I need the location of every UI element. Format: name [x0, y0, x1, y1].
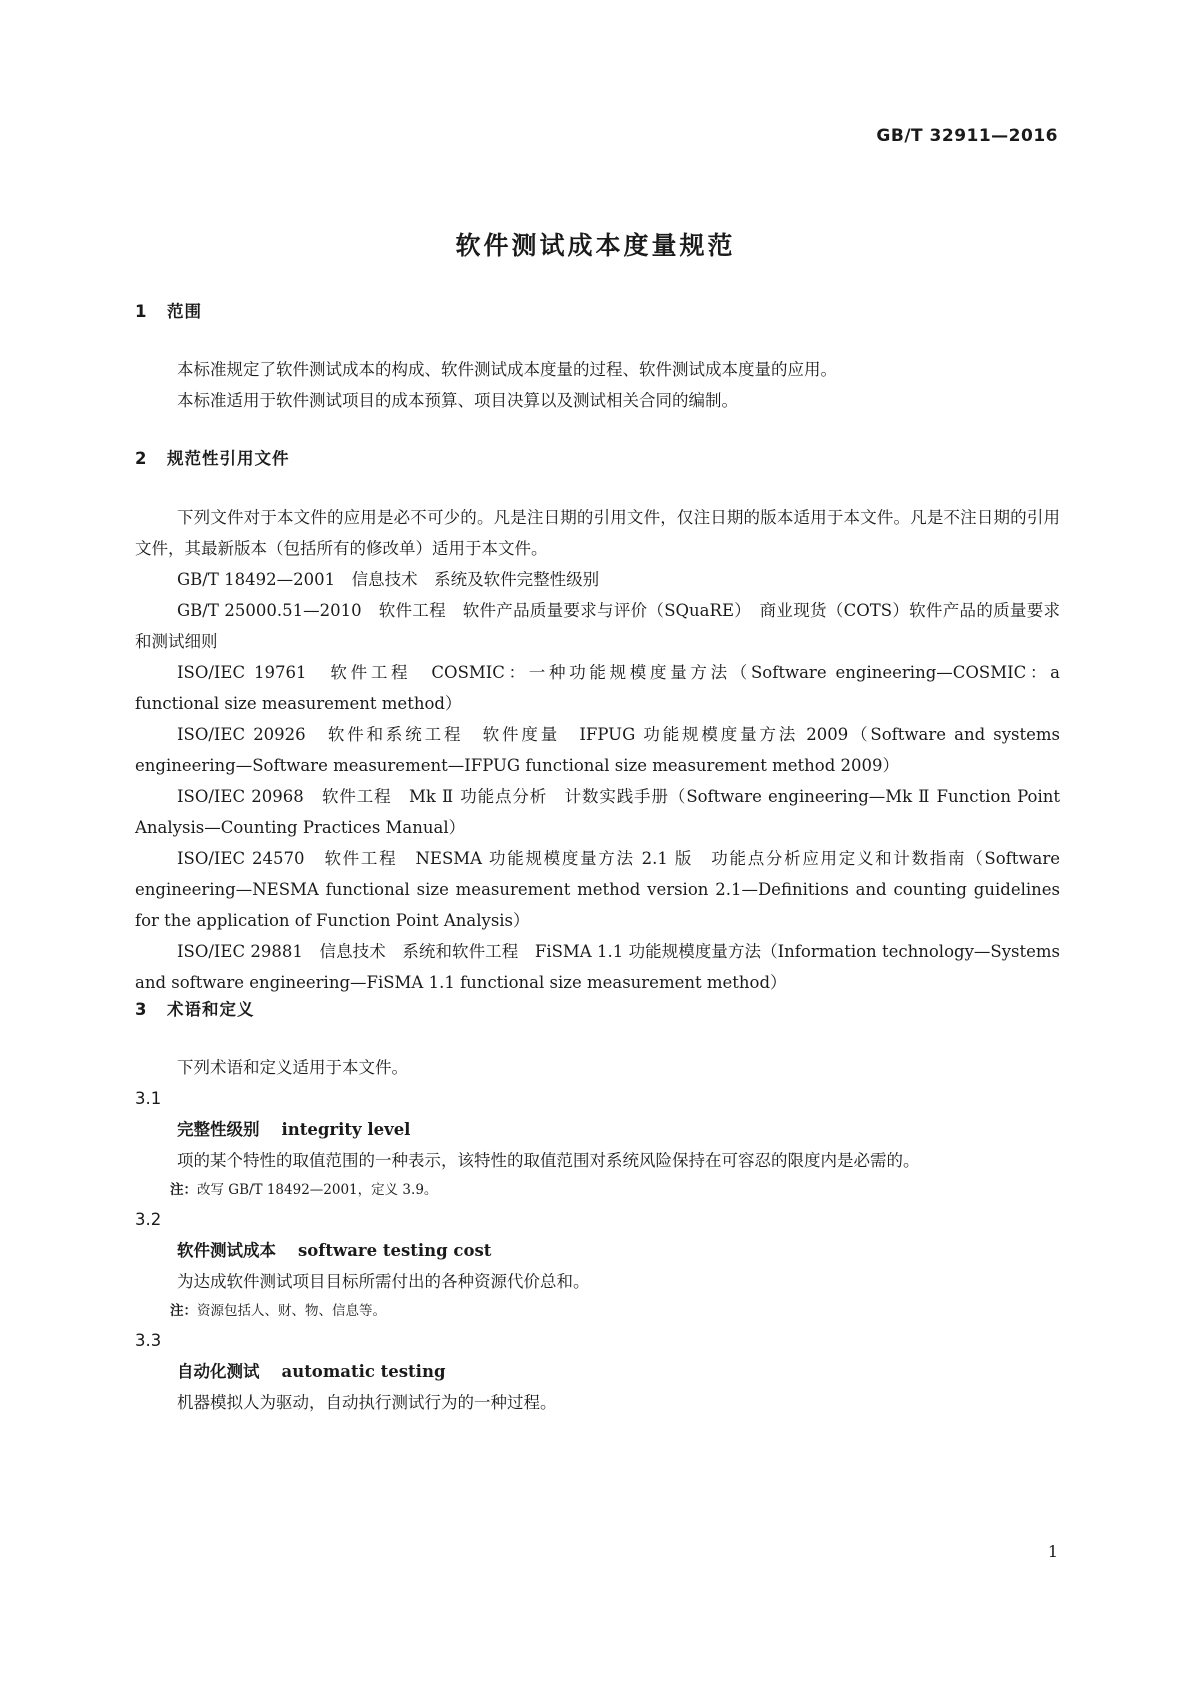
term-name: [135, 1235, 1060, 1266]
section-title: 规范性引用文件: [167, 449, 290, 468]
term-number: 3.2: [135, 1210, 162, 1229]
term-en: software testing cost: [298, 1241, 492, 1260]
reference-item: ISO/IEC 19761 软件工程 COSMIC：一种功能规模度量方法（Software engineering—COSMIC：a functional size measurement method）: [135, 663, 1060, 713]
terms-body: [135, 1052, 1060, 1418]
section-normative-references: [135, 443, 1060, 474]
section-heading: [135, 443, 1060, 474]
section-number: 1: [135, 302, 148, 321]
reference-item: GB/T 25000.51—2010 软件工程 软件产品质量要求与评价（SQuaRE） 商业现货（COTS）软件产品的质量要求和测试细则: [135, 601, 1060, 651]
paragraph: 本标准规定了软件测试成本的构成、软件测试成本度量的过程、软件测试成本度量的应用。: [177, 360, 837, 379]
references-body: [135, 502, 1060, 998]
section-heading: [135, 296, 1060, 327]
reference-item: ISO/IEC 20926 软件和系统工程 软件度量 IFPUG 功能规模度量方法 2009（Software and systems engineering—Software measurement—IFPUG functional size measurement method 2009）: [135, 725, 1060, 775]
term-note: [135, 1176, 1060, 1204]
term-zh: 软件测试成本: [177, 1241, 276, 1260]
term-definition: 项的某个特性的取值范围的一种表示，该特性的取值范围对系统风险保持在可容忍的限度内是必需的。: [177, 1151, 920, 1170]
note-text: 改写 GB/T 18492—2001，定义 3.9。: [197, 1182, 438, 1198]
section-title: 术语和定义: [167, 1000, 255, 1019]
reference-item: ISO/IEC 29881 信息技术 系统和软件工程 FiSMA 1.1 功能规模度量方法（Information technology—Systems and software engineering—FiSMA 1.1 functional size measurement method）: [135, 942, 1060, 992]
section-terms-definitions: [135, 994, 1060, 1025]
note-label: 注：: [170, 1182, 197, 1198]
reference-item: GB/T 18492—2001 信息技术 系统及软件完整性级别: [177, 570, 600, 589]
term-number: 3.1: [135, 1089, 162, 1108]
term-name: [135, 1356, 1060, 1387]
term-zh: 自动化测试: [177, 1362, 260, 1381]
note-label: 注：: [170, 1303, 197, 1319]
section-number: 2: [135, 449, 148, 468]
note-text: 资源包括人、财、物、信息等。: [197, 1303, 386, 1319]
section-number: 3: [135, 1000, 148, 1019]
document-title: 软件测试成本度量规范: [455, 231, 736, 260]
scope-body: [135, 354, 1060, 416]
paragraph: 本标准适用于软件测试项目的成本预算、项目决算以及测试相关合同的编制。: [177, 391, 738, 410]
section-scope: [135, 296, 1060, 327]
paragraph: 下列术语和定义适用于本文件。: [177, 1058, 408, 1077]
term-definition: 机器模拟人为驱动，自动执行测试行为的一种过程。: [177, 1393, 557, 1412]
term-note: [135, 1297, 1060, 1325]
reference-item: ISO/IEC 24570 软件工程 NESMA 功能规模度量方法 2.1 版 功能点分析应用定义和计数指南（Software engineering—NESMA functional size measurement method version 2.1—Definitions and counting guidelines for the application of Function Point Analysis）: [135, 849, 1060, 930]
section-heading: [135, 994, 1060, 1025]
term-en: integrity level: [281, 1120, 411, 1139]
paragraph: 下列文件对于本文件的应用是必不可少的。凡是注日期的引用文件，仅注日期的版本适用于本文件。凡是不注日期的引用文件，其最新版本（包括所有的修改单）适用于本文件。: [135, 508, 1060, 558]
reference-item: ISO/IEC 20968 软件工程 Mk Ⅱ 功能点分析 计数实践手册（Software engineering—Mk Ⅱ Function Point Analysis—Counting Practices Manual）: [135, 787, 1060, 837]
standard-number: GB/T 32911—2016: [876, 126, 1058, 146]
term-definition: 为达成软件测试项目目标所需付出的各种资源代价总和。: [177, 1272, 590, 1291]
section-title: 范围: [167, 302, 202, 321]
term-en: automatic testing: [281, 1362, 446, 1381]
term-number: 3.3: [135, 1331, 162, 1350]
term-name: [135, 1114, 1060, 1145]
page-number: 1: [1047, 1542, 1058, 1561]
term-zh: 完整性级别: [177, 1120, 260, 1139]
